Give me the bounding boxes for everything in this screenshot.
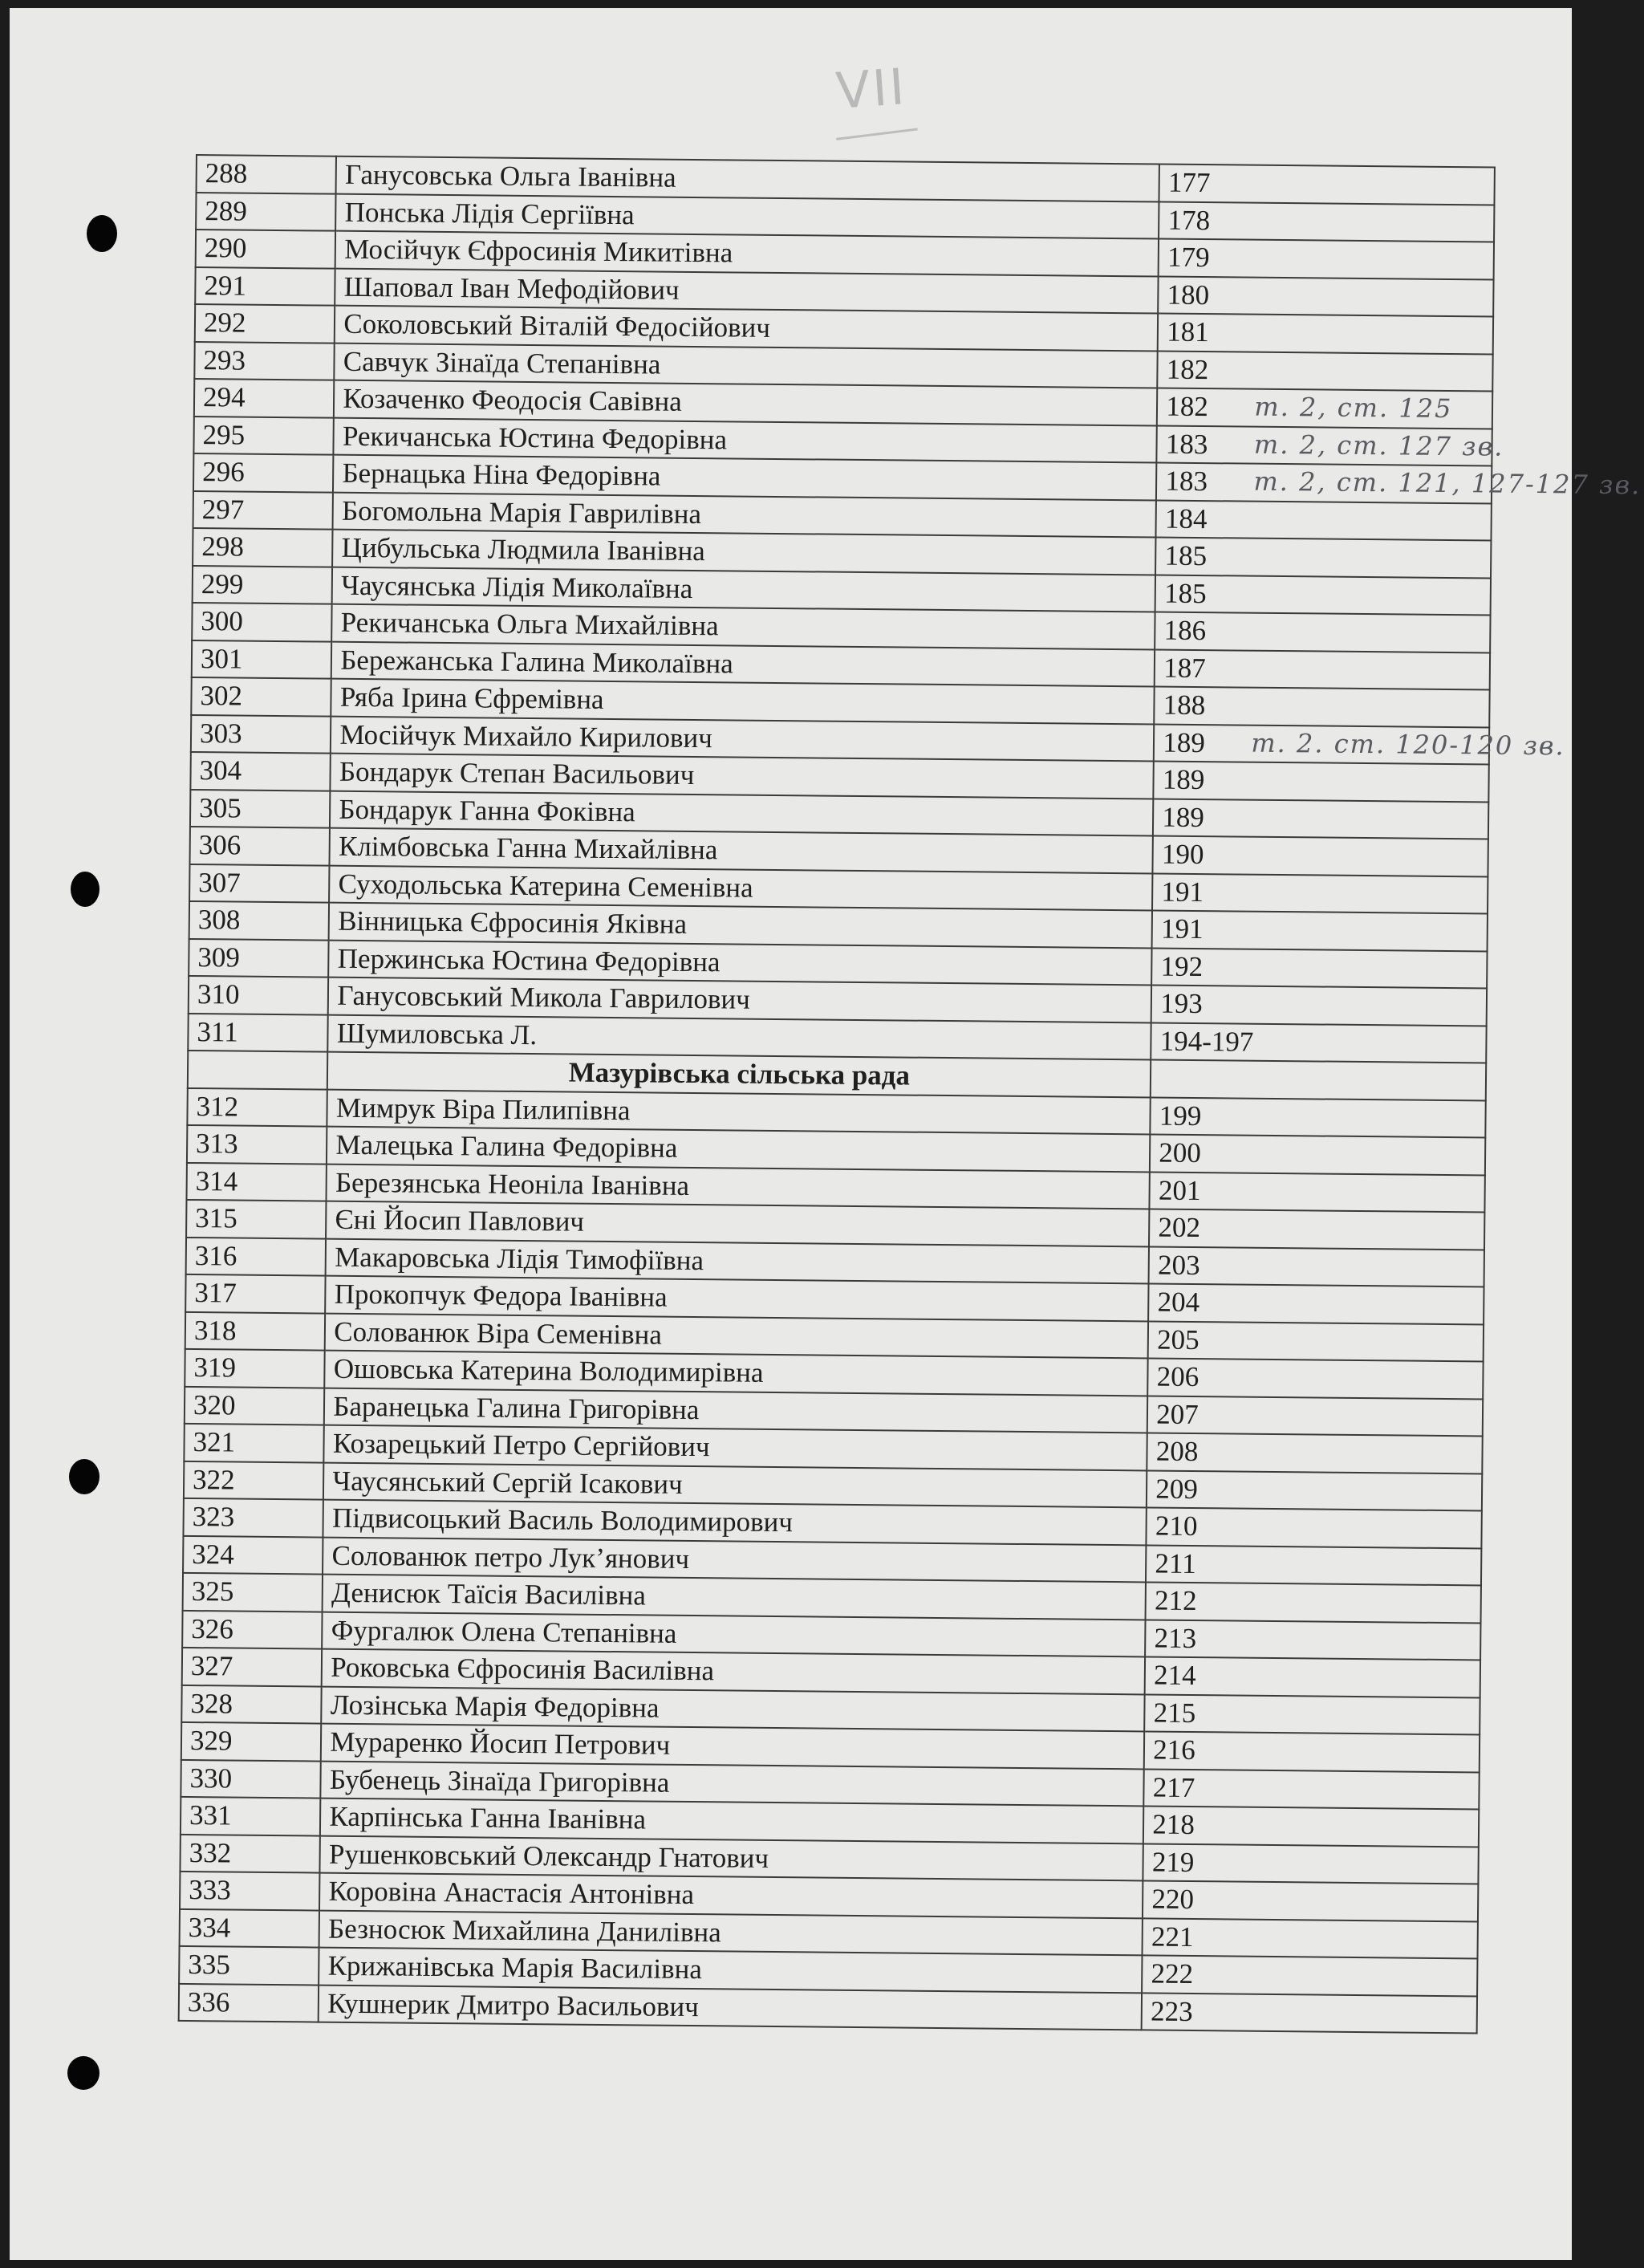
person-name-cell: Ганусовський Микола Гаврилович (328, 978, 1151, 1022)
page-reference-cell: 183 т. 2, ст. 127 зв. (1157, 425, 1492, 466)
page-reference-cell: 182 т. 2, ст. 125 (1157, 388, 1492, 429)
person-name-cell: Рекичанська Юстина Федорівна (334, 417, 1157, 462)
row-number-cell: 290 (196, 230, 336, 268)
row-number-cell: 294 (194, 379, 335, 417)
page-reference-cell: 209 (1147, 1470, 1482, 1511)
row-number-cell: 330 (181, 1759, 321, 1798)
person-name-cell: Бубенець Зінаїда Григорівна (321, 1761, 1144, 1806)
person-name-cell: Савчук Зінаїда Степанівна (335, 343, 1158, 388)
page-reference-cell: 215 (1144, 1694, 1480, 1735)
document-page (10, 8, 1642, 2260)
row-number-cell: 334 (180, 1908, 320, 1947)
row-number-cell: 336 (179, 1983, 319, 2022)
person-name-cell: Фургалюк Олена Степанівна (322, 1612, 1145, 1656)
row-number-cell: 328 (181, 1685, 322, 1723)
person-name-cell: Підвисоцький Василь Володимирович (323, 1500, 1147, 1545)
page-reference-cell: 193 (1151, 985, 1487, 1026)
person-name-cell: Єні Йосип Павлович (326, 1201, 1149, 1246)
page-reference-cell: 202 (1149, 1209, 1484, 1250)
row-number-cell: 326 (182, 1610, 323, 1648)
page-reference-cell: 210 (1147, 1507, 1482, 1548)
person-name-cell: Богомольна Марія Гаврилівна (333, 492, 1156, 537)
row-number-cell: 291 (195, 267, 335, 306)
row-number-cell: 299 (193, 565, 333, 604)
row-number-cell: 323 (183, 1498, 323, 1537)
page-reference-cell: 185 (1155, 538, 1491, 579)
row-number-cell: 325 (183, 1573, 323, 1612)
person-name-cell: Ряба Ірина Єфремівна (331, 679, 1155, 724)
handwritten-note: т. 2, ст. 127 зв. (1253, 429, 1504, 462)
row-number-cell: 317 (185, 1274, 326, 1313)
page-reference-cell: 184 (1156, 500, 1492, 541)
page-reference-cell: 189 (1154, 761, 1489, 802)
page-reference-cell: 216 (1144, 1731, 1480, 1772)
handwritten-note: т. 2, ст. 121, 127-127 зв. (1253, 465, 1642, 501)
page-reference-cell: 204 (1148, 1283, 1484, 1324)
person-name-cell: Солованюк Віра Семенівна (325, 1313, 1148, 1358)
row-number-cell: 305 (190, 789, 331, 827)
person-name-cell: Рекичанська Ольга Михайлівна (332, 604, 1155, 649)
person-name-cell: Солованюк петро Лук’янович (323, 1537, 1146, 1582)
person-name-cell: Денисюк Таїсія Василівна (323, 1575, 1146, 1620)
page-reference-cell: 213 (1145, 1620, 1480, 1660)
person-name-cell: Шумиловська Л. (328, 1014, 1151, 1059)
person-name-cell: Клімбовська Ганна Михайлівна (330, 828, 1153, 873)
person-name-cell: Мосійчук Михайло Кирилович (331, 716, 1154, 761)
row-number-cell: 296 (193, 453, 334, 492)
row-number-cell: 295 (193, 416, 334, 454)
person-name-cell: Козаченко Феодосія Савівна (334, 380, 1157, 425)
row-number-cell: 316 (186, 1237, 327, 1275)
person-name-cell: Макаровська Лідія Тимофіївна (326, 1238, 1149, 1283)
page-reference-cell: 206 (1148, 1358, 1484, 1399)
page-reference-cell: 200 (1150, 1134, 1485, 1175)
row-number-cell: 308 (189, 901, 330, 940)
row-number-cell: 309 (189, 938, 329, 977)
row-number-cell (188, 1051, 328, 1089)
row-number-cell: 311 (188, 1013, 328, 1051)
handwritten-note: т. 2. ст. 120-120 зв. (1251, 727, 1565, 761)
page-reference-cell: 201 (1150, 1172, 1485, 1213)
punch-hole (87, 215, 117, 252)
page-reference-cell: 180 (1158, 276, 1493, 317)
person-name-cell: Пержинська Юстина Федорівна (329, 940, 1152, 985)
person-name-cell: Мураренко Йосип Петрович (321, 1724, 1144, 1769)
row-number-cell: 297 (193, 490, 334, 529)
page-reference-cell: 182 (1158, 351, 1493, 392)
page-reference-cell: 208 (1147, 1433, 1483, 1473)
row-number-cell: 306 (190, 827, 331, 865)
page-reference-cell: 203 (1149, 1246, 1484, 1287)
row-number-cell: 289 (196, 193, 336, 231)
person-name-cell: Понська Лідія Сергіївна (335, 193, 1159, 238)
row-number-cell: 293 (194, 341, 335, 380)
row-number-cell: 301 (192, 640, 332, 678)
person-name-cell: Соколовський Віталій Федосійович (335, 306, 1158, 351)
page-reference-cell: 189 (1153, 799, 1488, 839)
person-name-cell: Шаповал Іван Мефодійович (335, 268, 1159, 313)
person-name-cell: Вінницька Єфросинія Яківна (329, 903, 1152, 948)
page-reference-cell: 192 (1151, 948, 1487, 989)
row-number-cell: 318 (185, 1311, 326, 1350)
row-number-cell: 327 (182, 1648, 323, 1686)
row-number-cell: 310 (189, 976, 329, 1014)
page-reference-cell: 186 (1155, 612, 1490, 653)
person-name-cell: Безносюк Михайлина Данилівна (319, 1910, 1143, 1955)
page-reference-cell: 205 (1148, 1321, 1484, 1362)
person-name-cell: Бондарук Степан Васильович (331, 754, 1154, 799)
row-number-cell: 333 (180, 1872, 320, 1910)
row-number-cell: 335 (179, 1946, 319, 1985)
person-name-cell: Карпінська Ганна Іванівна (320, 1799, 1143, 1843)
row-number-cell: 313 (187, 1125, 327, 1164)
person-name-cell: Малецька Галина Федорівна (327, 1127, 1150, 1172)
person-name-cell: Рушенковський Олександр Гнатович (320, 1835, 1143, 1880)
row-number-cell: 307 (189, 864, 330, 902)
page-reference-cell: 207 (1147, 1396, 1483, 1437)
person-name-cell: Крижанівська Марія Василівна (319, 1948, 1142, 1993)
person-name-cell: Лозінська Марія Федорівна (322, 1686, 1145, 1731)
person-name-cell: Мосійчук Єфросинія Микитівна (335, 231, 1159, 276)
page-reference-cell: 191 (1152, 873, 1488, 914)
person-name-cell: Ошовська Катерина Володимирівна (325, 1351, 1148, 1396)
page-reference-cell: 187 (1155, 649, 1490, 690)
punch-hole (67, 2056, 99, 2090)
page-reference-cell: 177 (1159, 165, 1495, 205)
page-reference-cell: 218 (1143, 1806, 1479, 1847)
page-reference-cell: 194-197 (1151, 1022, 1487, 1063)
row-number-cell: 319 (185, 1349, 325, 1388)
punch-hole (71, 872, 99, 907)
person-name-cell: Прокопчук Федора Іванівна (326, 1276, 1149, 1321)
page-reference-cell: 222 (1142, 1955, 1477, 1996)
page-reference-cell: 223 (1142, 1993, 1477, 2034)
punch-hole (69, 1459, 99, 1494)
row-number-cell: 288 (197, 155, 337, 193)
row-number-cell: 314 (186, 1162, 327, 1201)
page-reference-cell: 183 т. 2, ст. 121, 127-127 зв. (1156, 463, 1492, 504)
row-number-cell: 331 (181, 1797, 321, 1835)
row-number-cell: 322 (184, 1461, 324, 1499)
person-name-cell: Роковська Єфросинія Василівна (322, 1649, 1145, 1694)
row-number-cell: 312 (187, 1087, 327, 1126)
row-number-cell: 300 (192, 603, 332, 641)
person-name-cell: Ганусовська Ольга Іванівна (336, 156, 1159, 201)
person-name-cell: Козарецький Петро Сергійович (324, 1425, 1147, 1470)
person-name-cell: Березянська Неоніла Іванівна (327, 1164, 1150, 1209)
register-table (178, 154, 1642, 2034)
person-name-cell: Суходольська Катерина Семенівна (329, 865, 1152, 910)
person-name-cell: Коровіна Анастасія Антонівна (319, 1873, 1143, 1918)
row-number-cell: 321 (184, 1424, 324, 1462)
person-name-cell: Бережанська Галина Миколаївна (331, 641, 1155, 686)
page-reference-cell (1151, 1059, 1486, 1100)
row-number-cell: 304 (190, 752, 331, 791)
page-reference-cell: 191 (1152, 910, 1488, 951)
page-reference-cell: 179 (1159, 239, 1494, 280)
row-number-cell: 303 (191, 714, 331, 753)
page-reference-cell: 214 (1145, 1656, 1480, 1697)
row-number-cell: 324 (183, 1535, 323, 1574)
person-name-cell: Мазурівська сільська рада (327, 1052, 1151, 1097)
handwritten-note: т. 2, ст. 125 (1254, 391, 1453, 425)
page-reference-cell: 199 (1151, 1097, 1486, 1138)
row-number-cell: 332 (180, 1834, 320, 1872)
page-reference-cell: 217 (1144, 1769, 1480, 1810)
row-number-cell: 329 (181, 1722, 322, 1761)
row-number-cell: 315 (186, 1200, 327, 1238)
person-name-cell: Бондарук Ганна Фоківна (330, 791, 1153, 835)
row-number-cell: 292 (195, 304, 335, 343)
page-reference-cell: 188 (1155, 687, 1490, 728)
person-name-cell: Баранецька Галина Григорівна (324, 1388, 1147, 1433)
person-name-cell: Бернацька Ніна Федорівна (333, 455, 1156, 500)
page-reference-cell: 219 (1143, 1843, 1479, 1884)
person-name-cell: Мимрук Віра Пилипівна (327, 1089, 1151, 1134)
page-number-mark: VII (834, 57, 909, 120)
page-reference-cell: 185 (1155, 575, 1491, 616)
page-reference-cell: 189 т. 2. ст. 120-120 зв. (1154, 724, 1489, 765)
person-name-cell: Чаусянська Лідія Миколаївна (332, 567, 1155, 612)
page-reference-cell: 181 (1158, 314, 1493, 355)
page-reference-cell: 221 (1143, 1918, 1478, 1959)
row-number-cell: 320 (185, 1386, 325, 1425)
page-reference-cell: 212 (1146, 1582, 1481, 1623)
page-reference-cell: 178 (1159, 201, 1494, 242)
page-reference-cell: 220 (1143, 1880, 1478, 1921)
page-reference-cell: 190 (1153, 835, 1488, 876)
person-name-cell: Цибульська Людмила Іванівна (332, 530, 1155, 575)
page-reference-cell: 211 (1146, 1545, 1481, 1586)
person-name-cell: Чаусянський Сергій Ісакович (323, 1462, 1147, 1507)
row-number-cell: 298 (193, 528, 333, 567)
row-number-cell: 302 (191, 677, 331, 716)
person-name-cell: Кушнерик Дмитро Васильович (319, 1985, 1142, 2030)
